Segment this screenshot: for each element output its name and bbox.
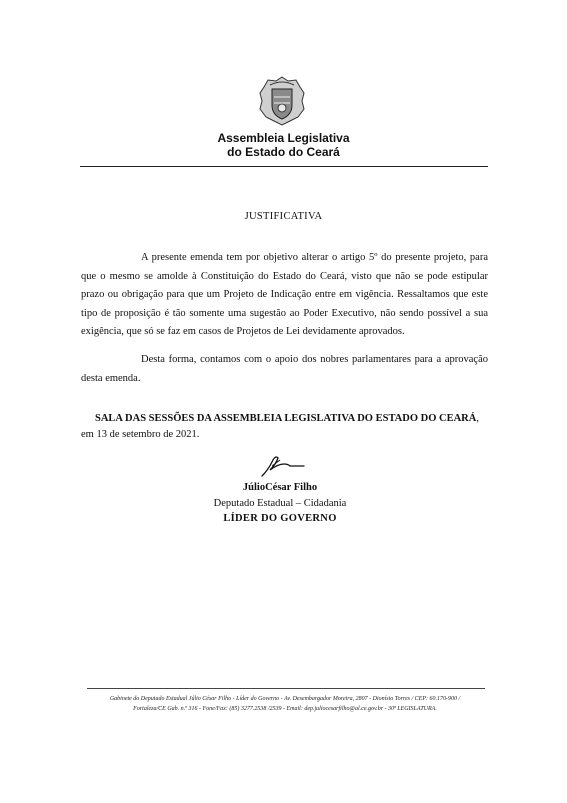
org-name-line1: Assembleia Legislativa xyxy=(217,131,350,145)
body-paragraph-2: Desta forma, contamos com o apoio dos nobres parlamentares para a aprovação desta emenda. xyxy=(81,354,488,384)
handwritten-signature-icon xyxy=(258,452,308,478)
org-name-line2: do Estado do Ceará xyxy=(227,145,340,159)
body-paragraph-1: A presente emenda tem por objetivo alterar o artigo 5º do presente projeto, para que o mesmo se amolde à Constituição do Estado do Ceará, visto que não se pode estipular prazo ou obrigação para que um Projeto de Indicação entre em vigência. Ressaltamos que este tipo de proposição é tão somente uma sugestão ao Poder Executivo, não sendo possível a sua exigência, que só se faz em casos de Projetos de Lei devidamente aprovados. xyxy=(81,252,488,338)
footer-address xyxy=(80,695,490,714)
closing-date: , em 13 de setembro de 2021. xyxy=(81,413,479,440)
document-title: JUSTIFICATIVA xyxy=(244,211,323,222)
header-divider xyxy=(80,166,488,167)
footer-line-2: Fortaleza/CE Gab. n.º 316 - Fone/Fax: (85) 3277.2538 /2539 - Email: dep.juliocesarfilho@al.ce.gov.br - 30ª LEGISLATURA. xyxy=(133,705,437,712)
footer-line-1: Gabinete do Deputado Estadual Júlio César Filho - Líder do Governo - Av. Desembargador Moreira, 2807 - Dionísio Torres / CEP: 60.170-900 / xyxy=(109,696,461,702)
footer-divider xyxy=(87,688,485,689)
signatory-name: JúlioCésar Filho xyxy=(242,482,318,493)
signatory-role: Deputado Estadual – Cidadania xyxy=(213,498,347,509)
closing-place: SALA DAS SESSÕES DA ASSEMBLEIA LEGISLATIVA DO ESTADO DO CEARÁ xyxy=(95,413,477,424)
signatory-title: LÍDER DO GOVERNO xyxy=(223,513,337,524)
closing-statement xyxy=(81,411,491,443)
state-crest-icon xyxy=(258,75,306,127)
